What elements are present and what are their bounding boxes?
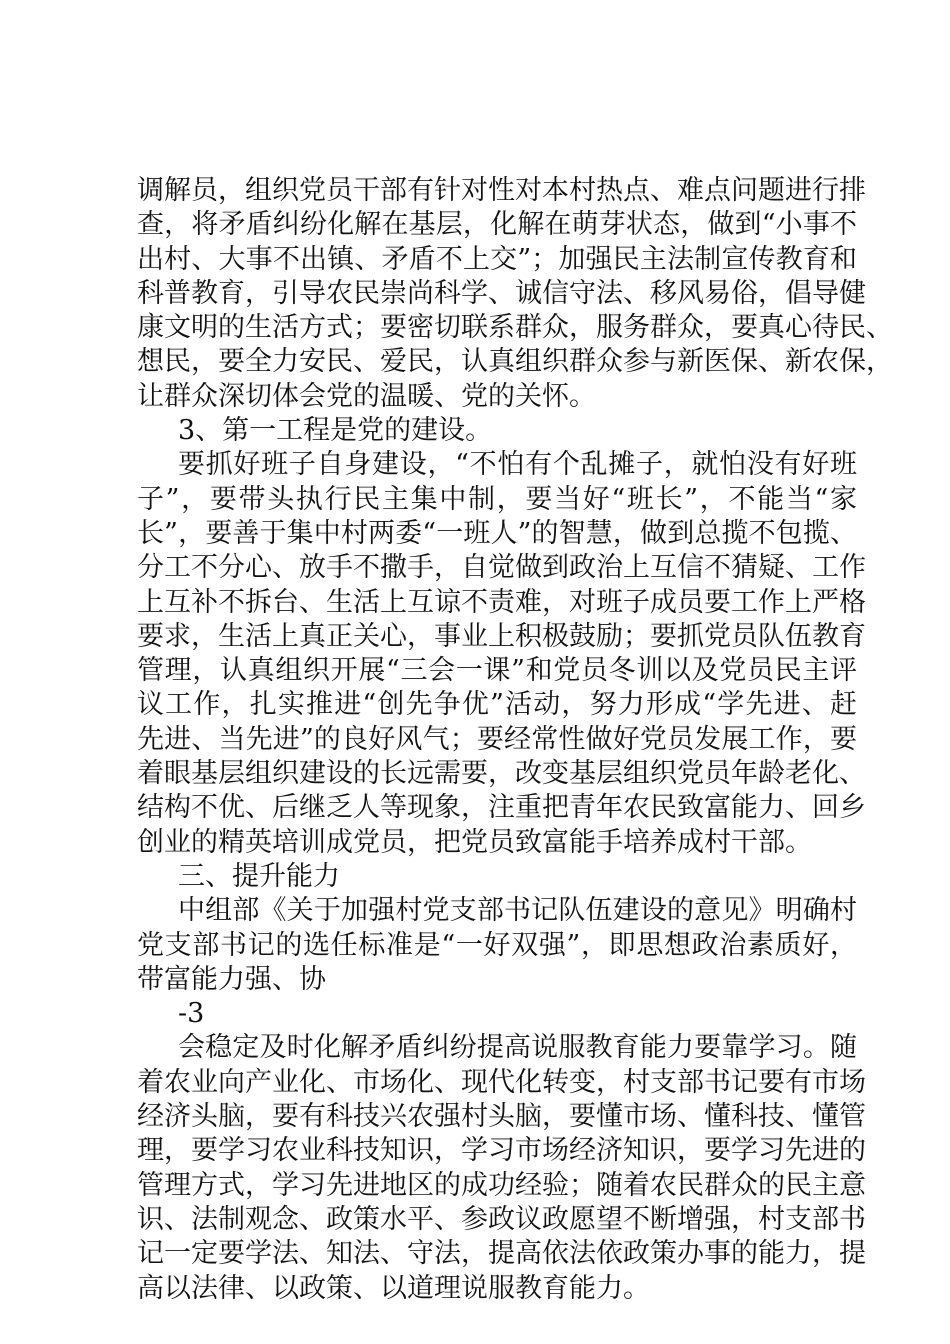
text-line: 管理方式，学习先进地区的成功经验；随着农民群众的民主意: [137, 1169, 866, 1201]
text-line: 想民，要全力安民、爱民，认真组织群众参与新医保、新农保，: [137, 346, 893, 378]
text-line: 要抓好班子自身建设，“不怕有个乱摊子，就怕没有好班: [178, 449, 857, 481]
paragraph: [137, 448, 866, 860]
text-line: 管理，认真组织开展“三会一课”和党员冬训以及党员民主评: [137, 655, 857, 687]
text-line: 着农业向产业化、市场化、现代化转变，村支部书记要有市场: [137, 1066, 866, 1098]
text-line: 记一定要学法、知法、守法，提高依法依政策办事的能力，提: [137, 1238, 866, 1270]
text-line: 结构不优、后继乏人等现象，注重把青年农民致富能力、回乡: [137, 792, 866, 824]
text-line: 科普教育，引导农民崇尚科学、诚信守法、移风易俗，倡导健: [137, 277, 866, 309]
text-line: 理，要学习农业科技知识，学习市场经济知识，要学习先进的: [137, 1135, 866, 1167]
text-line: 分工不分心、放手不撒手，自觉做到政治上互信不猜疑、工作: [137, 552, 866, 584]
text-line: 康文明的生活方式；要密切联系群众，服务群众，要真心待民、: [137, 312, 893, 344]
text-line: 先进、当先进”的良好风气；要经常性做好党员发展工作，要: [137, 723, 857, 755]
text-line: 子”，要带头执行民主集中制，要当好“班长”，不能当“家: [137, 483, 857, 515]
page-number: -3: [178, 998, 205, 1030]
text-line: 经济头脑，要有科技兴农强村头脑，要懂市场、懂科技、懂管: [137, 1101, 866, 1133]
text-line: 长”，要善于集中村两委“一班人”的智慧，做到总揽不包揽、: [137, 517, 857, 549]
text-line: 创业的精英培训成党员，把党员致富能手培养成村干部。: [137, 826, 812, 858]
paragraph: [137, 174, 893, 414]
section-heading: 三、提升能力: [178, 860, 340, 892]
text-line: 议工作，扎实推进“创先争优”活动，努力形成“学先进、赶: [137, 689, 857, 721]
text-line: 中组部《关于加强村党支部书记队伍建设的意见》明确村: [178, 895, 857, 927]
paragraph: [137, 1031, 866, 1305]
text-line: 党支部书记的选任标准是“一好双强”，即思想政治素质好，: [137, 929, 857, 961]
body-text: [137, 174, 893, 1306]
text-line: 上互补不拆台、生活上互谅不责难，对班子成员要工作上严格: [137, 586, 866, 618]
paragraph: [137, 894, 857, 997]
text-line: 查，将矛盾纠纷化解在基层，化解在萌芽状态，做到“小事不: [137, 209, 857, 241]
text-line: 带富能力强、协: [137, 963, 326, 995]
text-line: 高以法律、以政策、以道理说服教育能力。: [137, 1272, 650, 1304]
text-line: 着眼基层组织建设的长远需要，改变基层组织党员年龄老化、: [137, 758, 866, 790]
text-line: 会稳定及时化解矛盾纠纷提高说服教育能力要靠学习。随: [178, 1032, 857, 1064]
text-line: 调解员，组织党员干部有针对性对本村热点、难点问题进行排: [137, 175, 866, 206]
text-line: 识、法制观念、政策水平、参政议政愿望不断增强，村支部书: [137, 1203, 866, 1235]
text-line: 要求，生活上真正关心，事业上积极鼓励；要抓党员队伍教育: [137, 620, 866, 652]
text-line: 出村、大事不出镇、矛盾不上交”；加强民主法制宣传教育和: [137, 243, 857, 275]
text-line: 让群众深切体会党的温暖、党的关怀。: [137, 380, 596, 412]
subheading: 3、第一工程是党的建设。: [178, 415, 493, 447]
